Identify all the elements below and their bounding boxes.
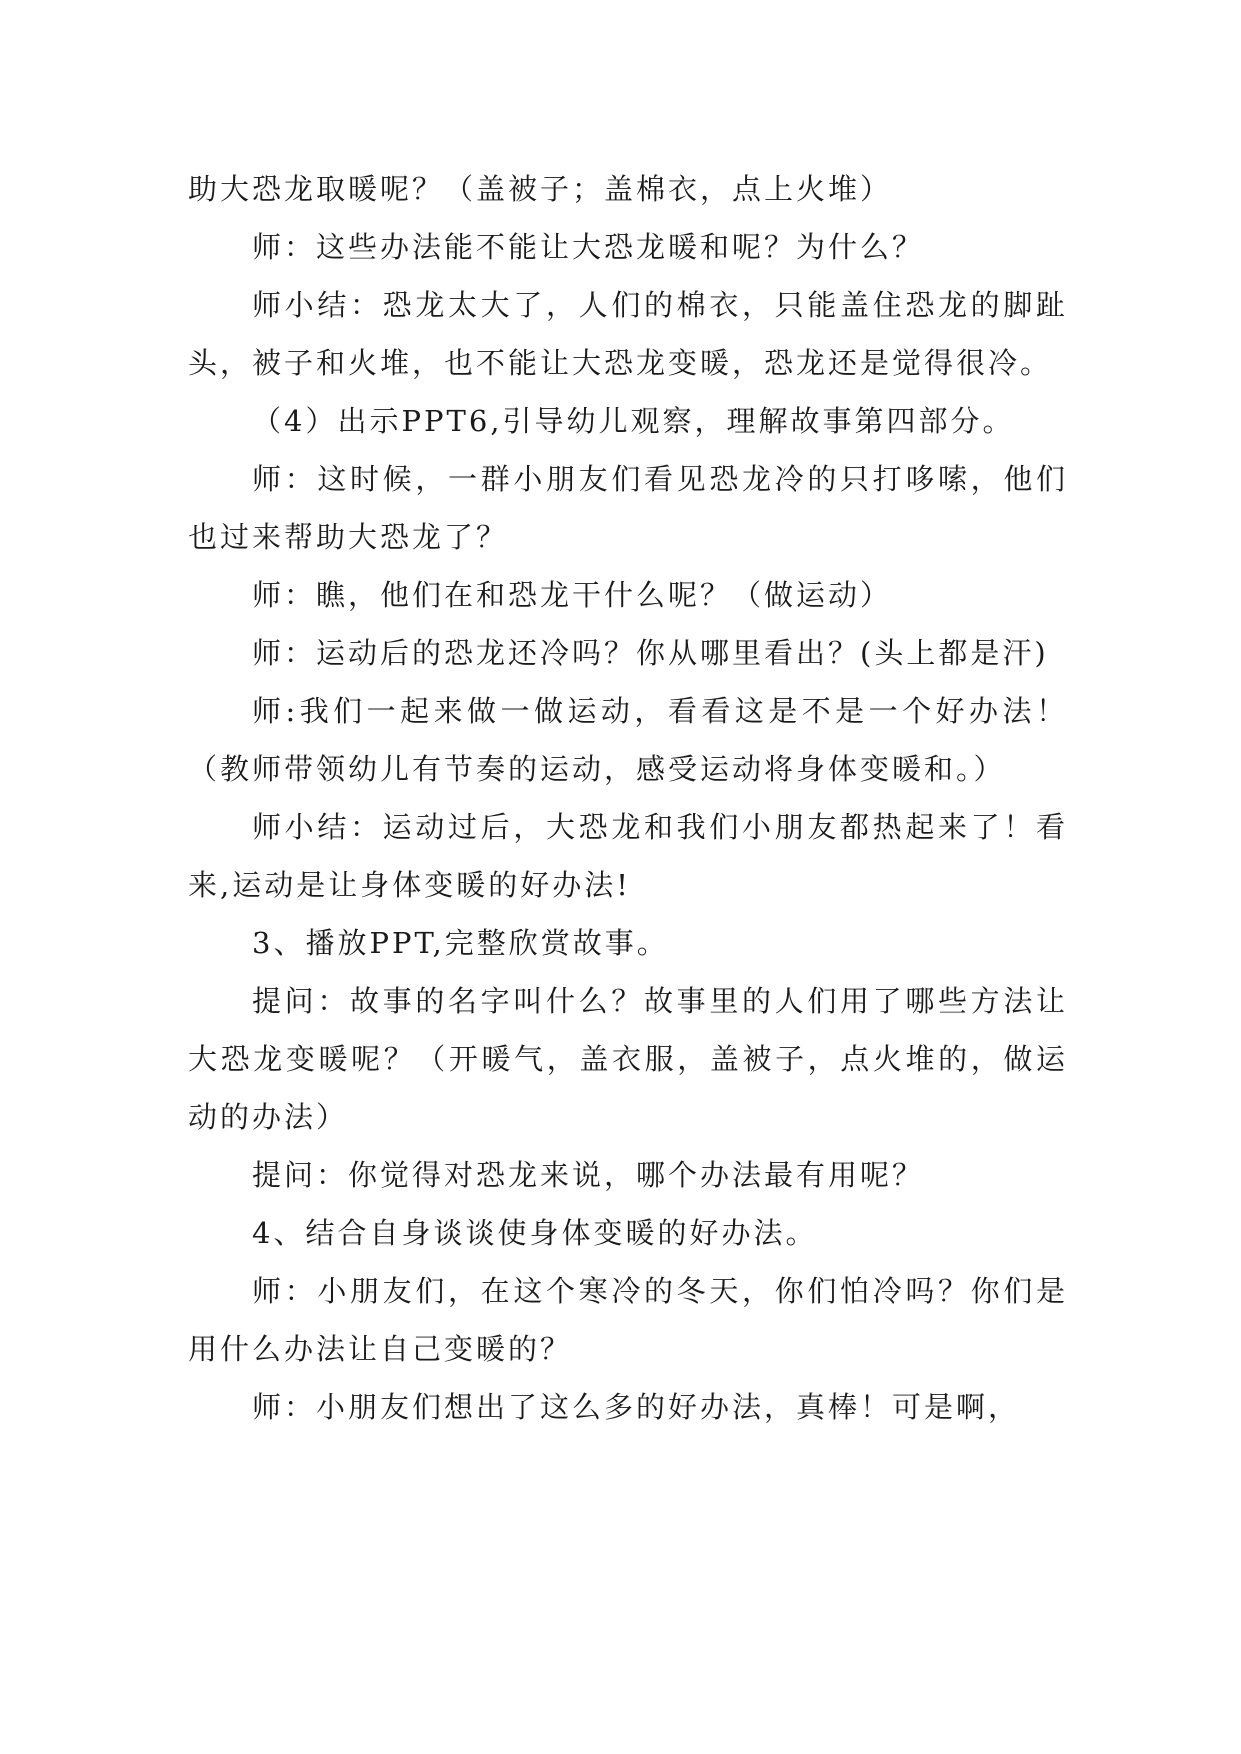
paragraph-12: 提问：你觉得对恐龙来说，哪个办法最有用呢？: [252, 1158, 925, 1192]
paragraph-4: （4）出示PPT6,引导幼儿观察，理解故事第四部分。: [252, 404, 1015, 438]
paragraph-15: 师：小朋友们想出了这么多的好办法，真棒！可是啊，: [252, 1390, 1021, 1424]
paragraph-7: 师：运动后的恐龙还冷吗？你从哪里看出？(头上都是汗): [252, 636, 1049, 670]
paragraph-2: 师：这些办法能不能让大恐龙暖和呢？为什么？: [252, 230, 925, 264]
paragraph-11: 提问：故事的名字叫什么？故事里的人们用了哪些方法让大恐龙变暖呢？（开暖气，盖衣服，盖被子，点火堆的，做运动的办法）: [188, 984, 1068, 1134]
paragraph-6: 师：瞧，他们在和恐龙干什么呢？（做运动）: [252, 578, 893, 612]
paragraph-8: 师:我们一起来做一做运动，看看这是不是一个好办法！（教师带领幼儿有节奏的运动，感受运动将身体变暖和。）: [188, 694, 1068, 786]
paragraph-9: 师小结：运动过后，大恐龙和我们小朋友都热起来了！看来,运动是让身体变暖的好办法!: [188, 810, 1068, 902]
paragraph-10: 3、播放PPT,完整欣赏故事。: [252, 926, 669, 960]
paragraph-5: 师：这时候，一群小朋友们看见恐龙冷的只打哆嗦，他们也过来帮助大恐龙了？: [188, 462, 1068, 554]
paragraph-3: 师小结：恐龙太大了，人们的棉衣，只能盖住恐龙的脚趾头，被子和火堆，也不能让大恐龙变暖，恐龙还是觉得很冷。: [188, 288, 1068, 380]
paragraph-1: 助大恐龙取暖呢？（盖被子；盖棉衣，点上火堆）: [188, 172, 893, 206]
body-text: [188, 160, 1068, 1436]
paragraph-13: 4、结合自身谈谈使身体变暖的好办法。: [252, 1216, 818, 1250]
paragraph-14: 师：小朋友们，在这个寒冷的冬天，你们怕冷吗？你们是用什么办法让自己变暖的？: [188, 1274, 1068, 1366]
